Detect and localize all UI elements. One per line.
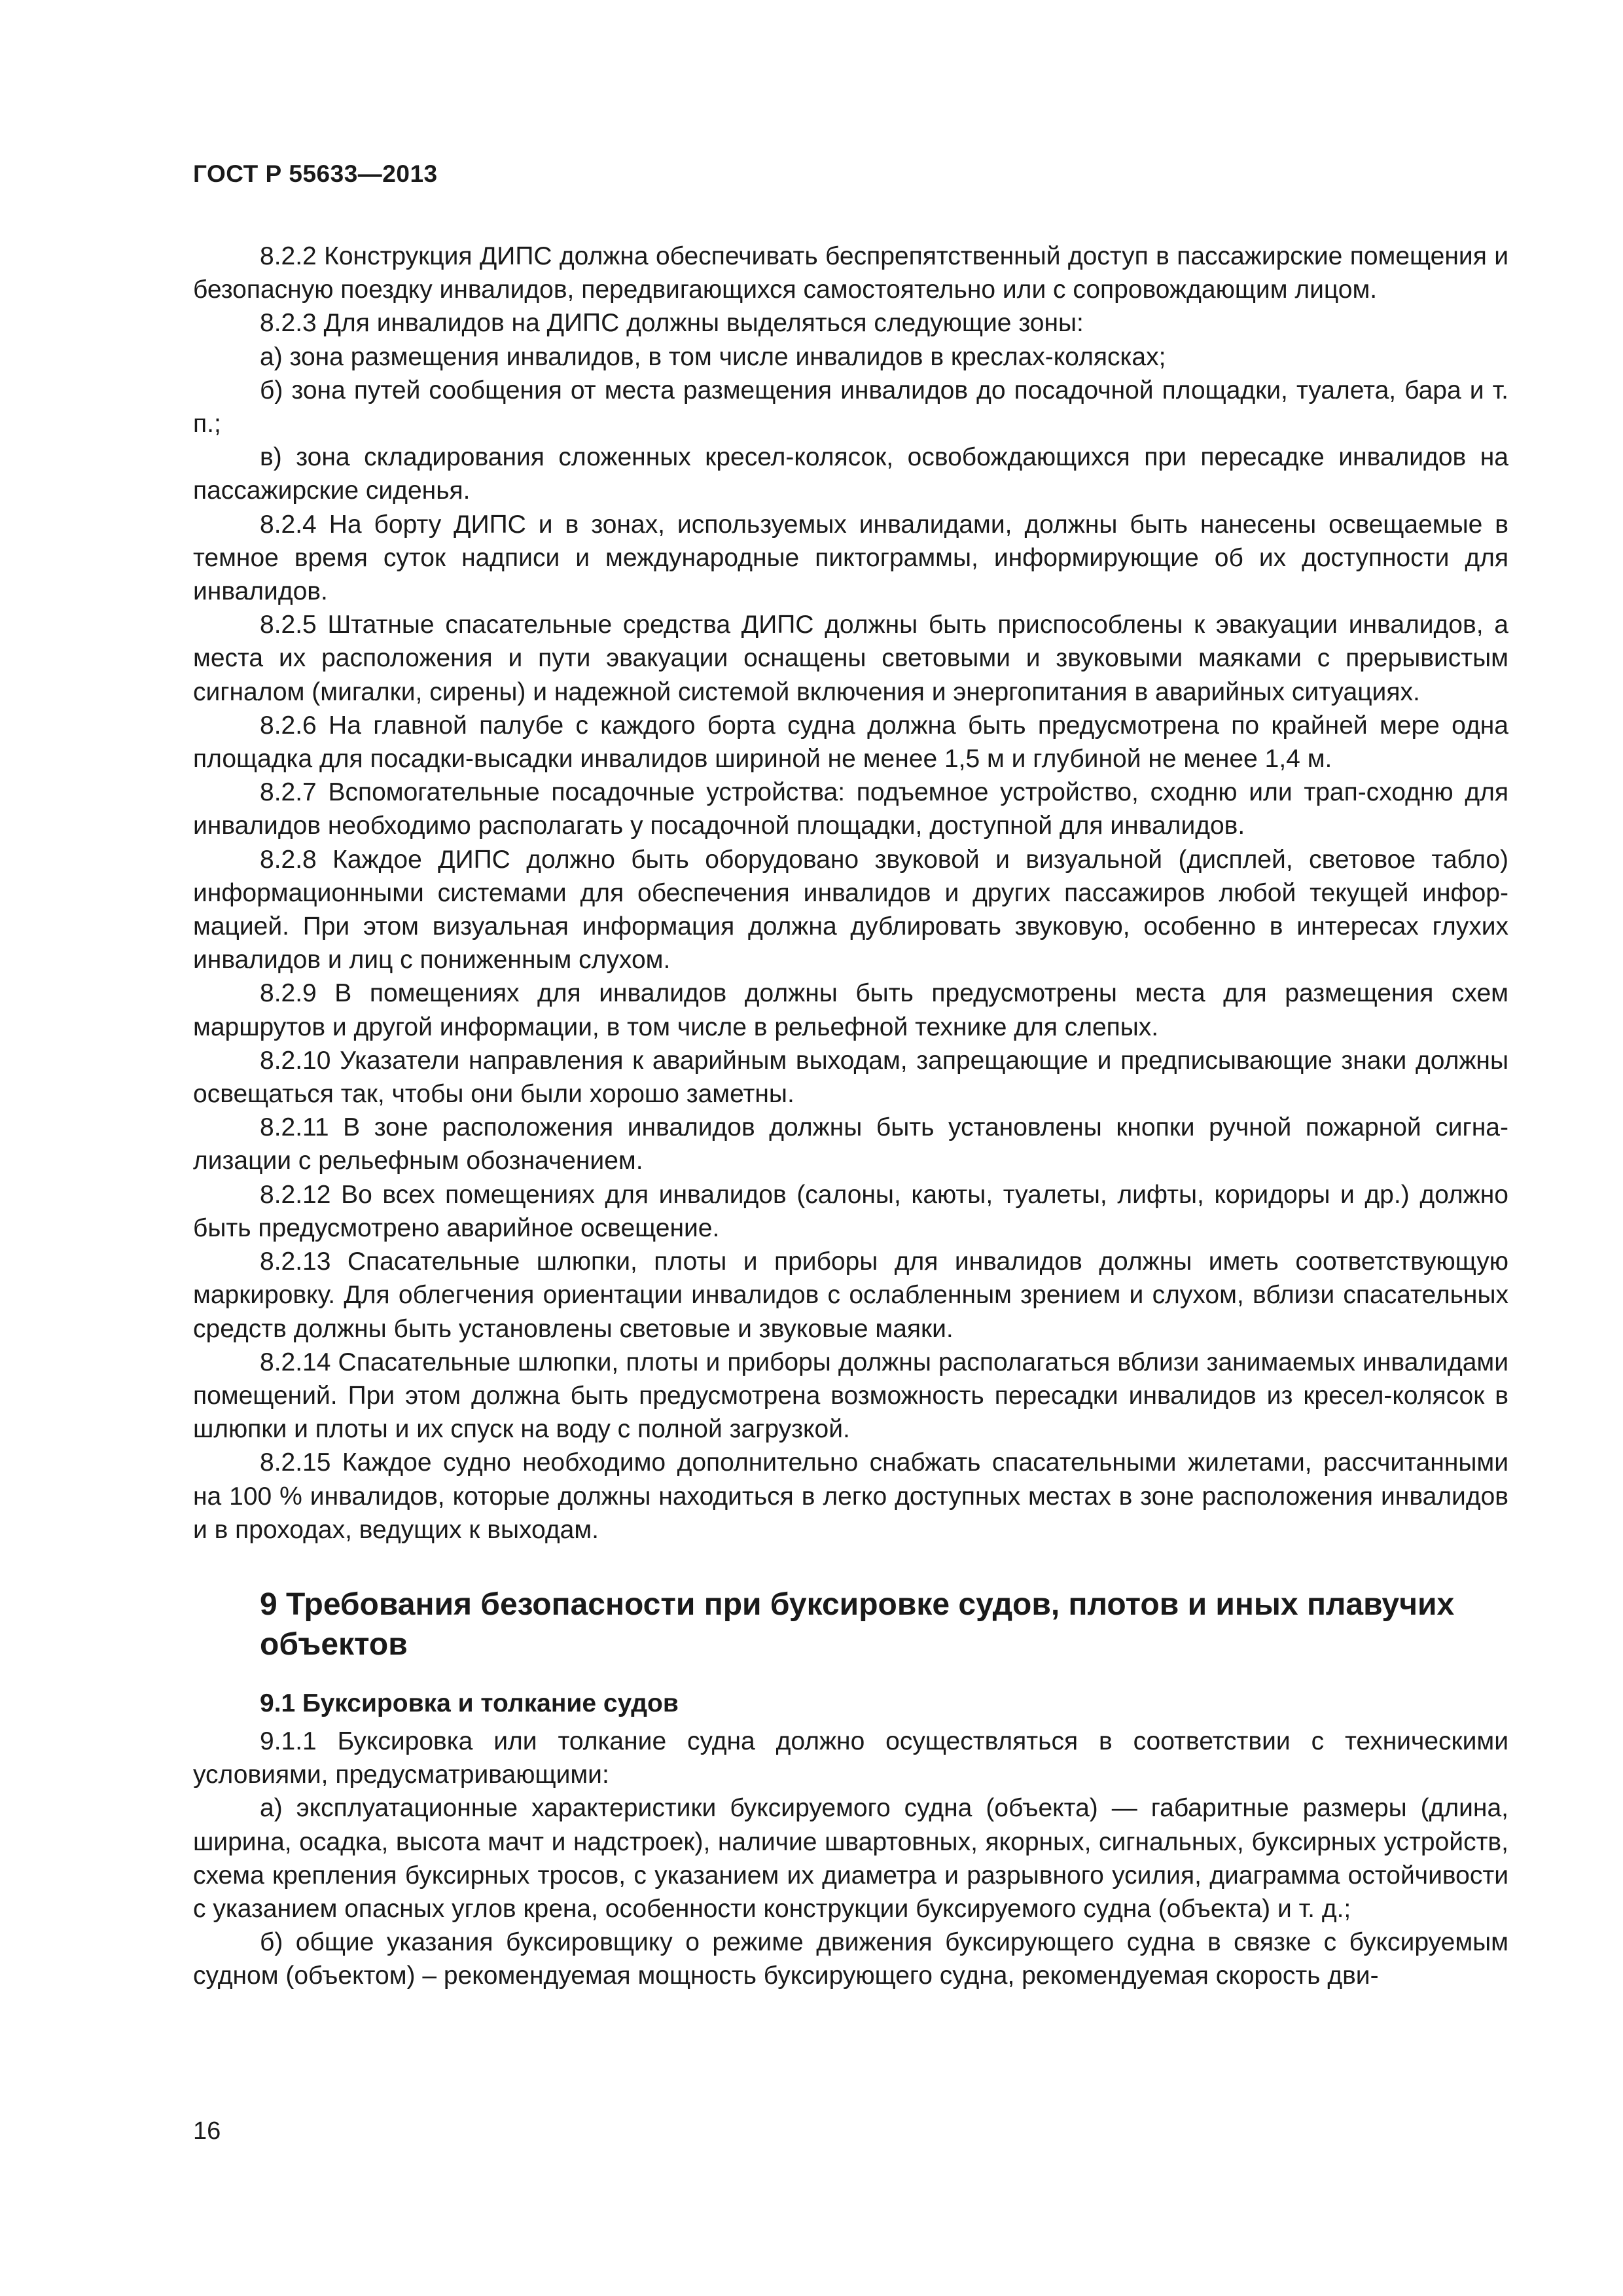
- section-9-heading: 9 Требования безопасности при буксировке судов, плотов и иных плавучих объектов: [260, 1587, 1455, 1662]
- paragraph-8-2-10: 8.2.10 Указатели направления к аварийным выходам, запрещающие и предписывающие знаки должны освещаться так, чтобы они были хорошо заметны.: [193, 1046, 1508, 1109]
- paragraph-8-2-3: 8.2.3 Для инвалидов на ДИПС должны выделяться следующие зоны:: [260, 309, 1084, 338]
- paragraph-8-2-14: 8.2.14 Спасательные шлюпки, плоты и приборы должны располагаться вблизи занимаемых инвалидами помещений. При этом должна быть предусмотрена возможность пересадки инвалидов из кресел-колясок в шлюпки и плоты и их спуск на воду с полной загрузкой.: [193, 1348, 1508, 1444]
- page-number: 16: [193, 2117, 221, 2145]
- list-item-b-section-9: б) общие указания буксировщику о режиме движения буксирующего судна в связке с буксируемым судном (объектом) – рекомендуемая мощность буксирующего судна, рекомендуемая скорость дви-: [193, 1928, 1508, 1990]
- paragraph-8-2-8: 8.2.8 Каждое ДИПС должно быть оборудовано звуковой и визуальной (дисплей, световое табло) информационными системами для обеспечения инвалидов и других пассажиров любой текущей информацией. При этом визуальная информация должна дублировать звуковую, особенно в интересах глухих инвалидов и лиц с пониженным слухом.: [193, 845, 1508, 975]
- list-item-a: а) зона размещения инвалидов, в том числе инвалидов в креслах-колясках;: [260, 342, 1166, 371]
- paragraph-9-1-1: 9.1.1 Буксировка или толкание судна должно осуществляться в соответствии с техническими условиями, предусматривающими:: [193, 1727, 1508, 1789]
- list-item-v: в) зона складирования сложенных кресел-колясок, освобождающихся при пересадке инвалидов на пассажирские сиденья.: [193, 443, 1508, 505]
- paragraph-8-2-15: 8.2.15 Каждое судно необходимо дополнительно снабжать спасательными жилетами, рассчитанными на 100 % инвалидов, которые должны находиться в легко доступных местах в зоне расположения инвалидов и в проходах, ведущих к выходам.: [193, 1448, 1508, 1544]
- paragraph-8-2-12: 8.2.12 Во всех помещениях для инвалидов (салоны, каюты, туалеты, лифты, коридоры и др.) должно быть предусмотрено аварийное освещение.: [193, 1180, 1508, 1242]
- standard-code-header: ГОСТ Р 55633—2013: [193, 160, 438, 187]
- document-body: [193, 240, 1508, 1993]
- paragraph-8-2-2: 8.2.2 Конструкция ДИПС должна обеспечивать беспрепятственный доступ в пассажирские помещения и безопасную поездку инвалидов, передвигающихся самостоятельно или с сопровождающим лицом.: [193, 242, 1508, 304]
- subsection-9-1-heading: 9.1 Буксировка и толкание судов: [260, 1689, 679, 1717]
- paragraph-8-2-7: 8.2.7 Вспомогательные посадочные устройства: подъемное устройство, сходню или трап-сходню для инвалидов необходимо располагать у посадочной площадки, доступной для инвалидов.: [193, 778, 1508, 840]
- paragraph-8-2-5: 8.2.5 Штатные спасательные средства ДИПС должны быть приспособлены к эвакуации инвалидов, а места их расположения и пути эвакуации оснащены световыми и звуковыми маяками с прерывистым сигналом (мигалки, сирены) и надежной системой включения и энергопитания в аварийных ситуациях.: [193, 611, 1508, 706]
- paragraph-8-2-4: 8.2.4 На борту ДИПС и в зонах, используемых инвалидами, должны быть нанесены освещаемые в темное время суток надписи и международные пиктограммы, информирующие об их доступности для инвалидов.: [193, 510, 1508, 606]
- list-item-a-section-9: а) эксплуатационные характеристики буксируемого судна (объекта) — габаритные размеры (длина, ширина, осадка, высота мачт и надстроек), наличие швартовных, якорных, сигнальных, буксирных устройств, схема крепления буксирных тросов, с указанием их диаметра и разрывного усилия, диаграмма остойчивости с указанием опасных углов крена, особенности конструкции буксируемого судна (объекта) и т. д.;: [193, 1794, 1508, 1923]
- paragraph-8-2-13: 8.2.13 Спасательные шлюпки, плоты и приборы для инвалидов должны иметь соответствующую маркировку. Для облегчения ориентации инвалидов с ослабленным зрением и слухом, вблизи спасательных средств должны быть установлены световые и звуковые маяки.: [193, 1247, 1508, 1343]
- paragraph-8-2-9: 8.2.9 В помещениях для инвалидов должны быть предусмотрены места для размещения схем маршрутов и другой информации, в том числе в рельефной технике для слепых.: [193, 979, 1508, 1041]
- list-item-b: б) зона путей сообщения от места размещения инвалидов до посадочной площадки, туалета, бара и т. п.;: [193, 376, 1508, 439]
- paragraph-8-2-11: 8.2.11 В зоне расположения инвалидов должны быть установлены кнопки ручной пожарной сигнализации с рельефным обозначением.: [193, 1113, 1508, 1175]
- document-page: [193, 0, 1508, 2296]
- paragraph-8-2-6: 8.2.6 На главной палубе с каждого борта судна должна быть предусмотрена по крайней мере одна площадка для посадки-высадки инвалидов шириной не менее 1,5 м и глубиной не менее 1,4 м.: [193, 711, 1508, 774]
